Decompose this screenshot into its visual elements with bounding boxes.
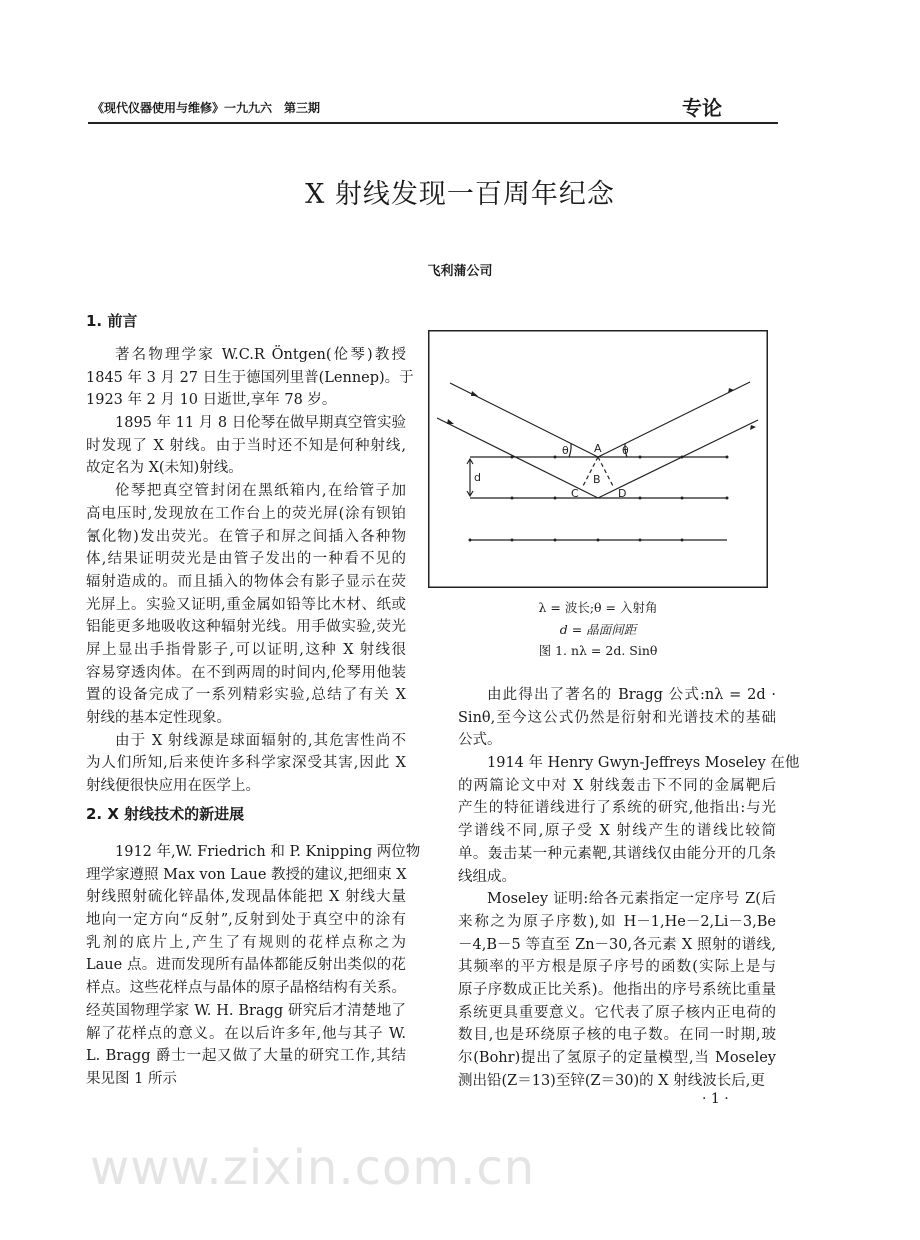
text-line: 果见图 1 所示 xyxy=(86,1070,177,1087)
text-line: 的两篇论文中对 X 射线轰击下不同的金属靶后 xyxy=(458,777,776,794)
text-line: 时发现了 X 射线。由于当时还不知是何种射线, xyxy=(86,437,406,454)
text-line: L. Bragg 爵士一起又做了大量的研究工作,其结 xyxy=(86,1048,406,1065)
text-line: Moseley 证明:给各元素指定一定序号 Z(后 xyxy=(487,891,776,908)
text-line: 尔(Bohr)提出了氢原子的定量模型,当 Moseley xyxy=(458,1050,776,1066)
header-rule xyxy=(88,122,778,124)
text-line: 原子序数成正比关系)。他指出的序号系统比重量 xyxy=(458,981,776,998)
paragraph xyxy=(86,841,421,1091)
label-b: B xyxy=(593,473,601,486)
text-line: 数目,也是环绕原子核的电子数。在同一时期,玻 xyxy=(458,1027,776,1044)
paragraph xyxy=(458,888,776,1092)
figure-caption: 图 1. nλ = 2d. Sinθ xyxy=(538,643,658,658)
text-line: 来称之为原子序数),如 H－1,He－2,Li－3,Be xyxy=(458,913,776,930)
journal-header: 《现代仪器使用与维修》一九九六 第三期 xyxy=(92,101,321,115)
text-line: 产生的特征谱线进行了系统的研究,他指出:与光 xyxy=(458,800,776,817)
reflected-ray-1 xyxy=(598,382,750,457)
incident-ray-2 xyxy=(437,418,598,498)
text-line: 著名物理学家 W.C.R Öntgen(伦琴)教授 xyxy=(115,347,406,363)
text-line: 学谱线不同,原子受 X 射线产生的谱线比较简 xyxy=(458,823,776,840)
label-a: A xyxy=(594,442,602,455)
paragraph xyxy=(86,344,414,412)
text-line: 公式。 xyxy=(458,732,502,749)
text-line: 样点。这些花样点与晶体的原子晶格结构有关系。 xyxy=(86,980,406,997)
paragraph xyxy=(86,480,406,730)
paragraph xyxy=(86,730,406,798)
text-line: 由此得出了著名的 Bragg 公式:nλ = 2d · xyxy=(487,687,776,703)
figure-legend-2: d = 晶面间距 xyxy=(559,622,637,637)
paragraph xyxy=(458,684,776,752)
label-theta-left: θ xyxy=(562,444,569,457)
text-line: 1914 年 Henry Gwyn-Jeffreys Moseley 在他 xyxy=(487,755,800,772)
text-line: 为人们所知,后来使许多科学家深受其害,因此 X xyxy=(86,755,406,772)
text-line: 系统更具重要意义。它代表了原子核内正电荷的 xyxy=(458,1004,776,1021)
text-line: 其频率的平方根是原子序号的函数(实际上是与 xyxy=(458,959,776,976)
paragraph xyxy=(458,752,800,888)
text-line: 射线的基本定性现象。 xyxy=(86,710,231,726)
text-line: 线组成。 xyxy=(458,868,516,885)
text-line: 理学家遵照 Max von Laue 教授的建议,把细束 X xyxy=(86,866,407,883)
text-line: 伦琴把真空管封闭在黑纸箱内,在给管子加 xyxy=(115,483,406,500)
label-spacing-d: d xyxy=(474,471,481,484)
right-column-body xyxy=(458,684,800,1092)
text-line: 容易穿透肉体。在不到两周的时间内,伦琴用他装 xyxy=(86,664,406,681)
text-line: 射线便很快应用在医学上。 xyxy=(86,778,260,795)
text-line: 体,结果证明荧光是由管子发出的一种看不见的 xyxy=(86,551,406,568)
text-line: 1845 年 3 月 27 日生于德国列里普(Lennep)。于 xyxy=(86,369,414,386)
text-line: 屏上显出手指骨影子,可以证明,这种 X 射线很 xyxy=(86,641,406,658)
section-heading-1: 1. 前言 xyxy=(86,312,138,330)
paragraph xyxy=(86,412,406,480)
text-line: Sinθ,至今这公式仍然是衍射和光谱技术的基础 xyxy=(458,709,776,726)
label-theta-right: θ xyxy=(622,444,629,457)
theta-arc-left xyxy=(569,444,571,457)
text-line: 光屏上。实验又证明,重金属如铅等比木材、纸或 xyxy=(86,596,406,613)
text-line: 氰化物)发出荧光。在管子和屏之间插入各种物 xyxy=(86,528,406,545)
section-heading-2: 2. X 射线技术的新进展 xyxy=(86,805,245,823)
article-title: X 射线发现一百周年纪念 xyxy=(305,179,615,210)
bragg-diffraction-figure xyxy=(428,330,768,588)
label-d: D xyxy=(618,487,627,500)
text-line: 1895 年 11 月 8 日伦琴在做早期真空管实验 xyxy=(115,415,406,432)
page-number: · 1 · xyxy=(702,1091,729,1107)
figure-frame xyxy=(429,331,768,588)
text-line: 经英国物理学家 W. H. Bragg 研究后才清楚地了 xyxy=(86,1002,406,1019)
text-line: 解了花样点的意义。在以后许多年,他与其子 W. xyxy=(86,1025,406,1042)
text-line: 单。轰击某一种元素靶,其谱线仅由能分开的几条 xyxy=(458,845,776,862)
text-line: 由于 X 射线源是球面辐射的,其危害性尚不 xyxy=(115,732,406,749)
label-c: C xyxy=(571,487,579,500)
text-line: 1923 年 2 月 10 日逝世,享年 78 岁。 xyxy=(86,392,337,409)
text-line: 地向一定方向“反射”,反射到处于真空中的涂有 xyxy=(86,912,406,929)
article-author: 飞利蒲公司 xyxy=(427,264,493,279)
text-line: 高电压时,发现放在工作台上的荧光屏(涂有钡铂 xyxy=(86,505,406,522)
left-column-body-1 xyxy=(86,344,414,798)
column-label: 专论 xyxy=(682,96,722,120)
text-line: 置的设备完成了一系列精彩实验,总结了有关 X xyxy=(86,687,406,704)
text-line: 故定名为 X(未知)射线。 xyxy=(86,460,243,477)
left-column-body-2 xyxy=(86,841,421,1091)
text-line: Laue 点。进而发现所有晶体都能反射出类似的花 xyxy=(86,957,406,974)
text-line: －4,B－5 等直至 Zn－30,各元素 X 照射的谱线, xyxy=(458,936,776,953)
text-line: 1912 年,W. Friedrich 和 P. Knipping 两位物 xyxy=(115,844,421,860)
text-line: 铝能更多地吸收这种辐射光线。用手做实验,荧光 xyxy=(86,619,406,636)
text-line: 乳剂的底片上,产生了有规则的花样点称之为 xyxy=(86,934,406,951)
watermark: www.zixin.com.cn xyxy=(90,1140,536,1196)
text-line: 测出铅(Z＝13)至锌(Z＝30)的 X 射线波长后,更 xyxy=(458,1072,765,1089)
figure-legend-1: λ = 波长;θ = 入射角 xyxy=(538,600,658,615)
text-line: 辐射造成的。而且插入的物体会有影子显示在荧 xyxy=(86,573,406,590)
text-line: 射线照射硫化锌晶体,发现晶体能把 X 射线大量 xyxy=(86,889,406,906)
